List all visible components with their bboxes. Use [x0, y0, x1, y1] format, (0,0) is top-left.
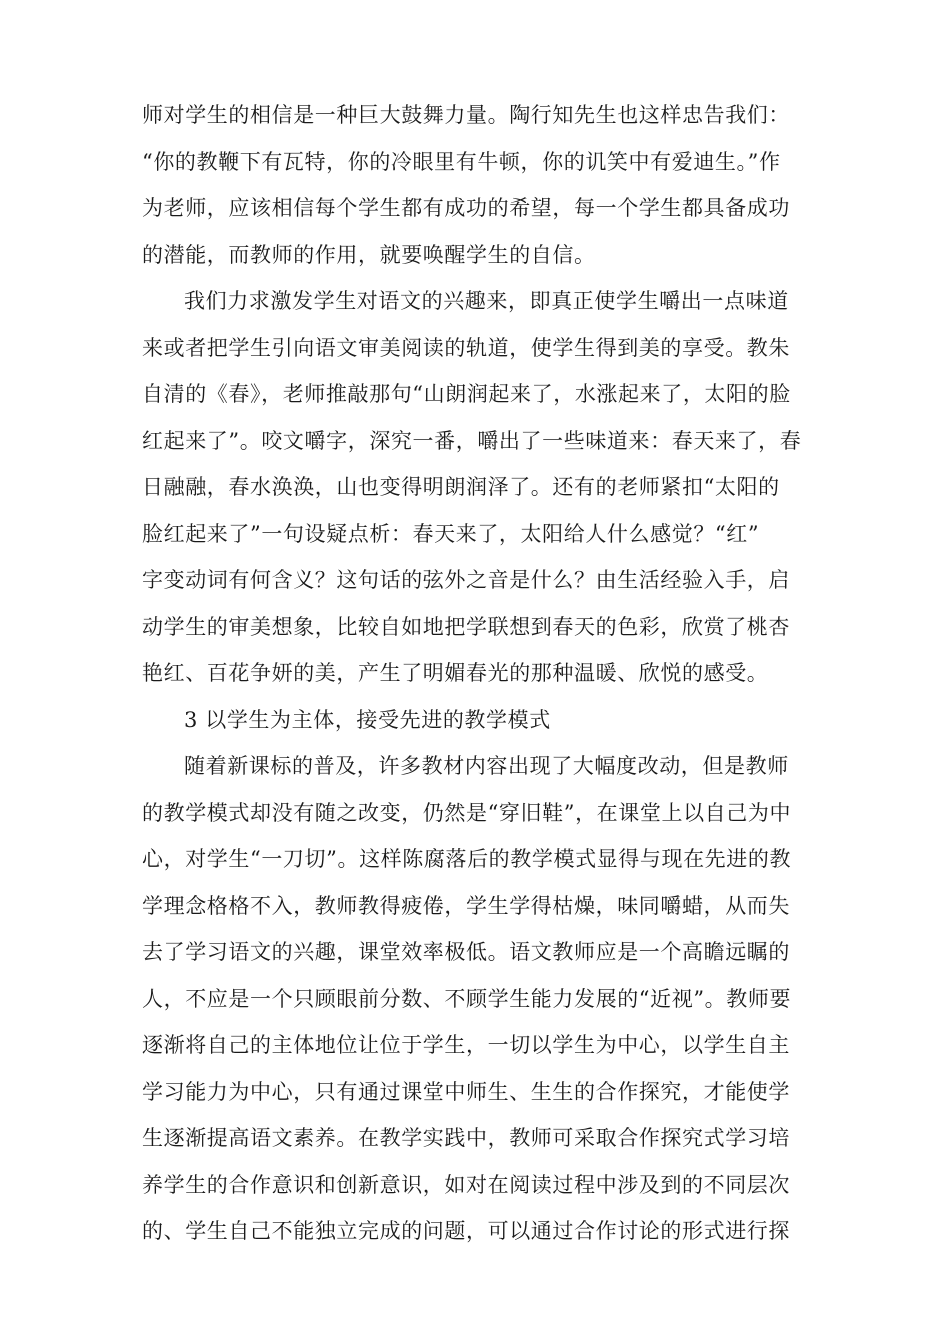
text-line: 来或者把学生引向语文审美阅读的轨道，使学生得到美的享受。教朱 — [142, 335, 790, 360]
text-line: 字变动词有何含义？这句话的弦外之音是什么？由生活经验入手，启 — [142, 568, 790, 592]
text-line: 脸红起来了”一句设疑点析：春天来了，太阳给人什么感觉？“红” — [142, 521, 760, 546]
text-line: 师对学生的相信是一种巨大鼓舞力量。陶行知先生也这样忠告我们： — [142, 103, 790, 127]
text-line: 动学生的审美想象，比较自如地把学联想到春天的色彩，欣赏了桃杏 — [142, 614, 790, 639]
section-heading: 3 以学生为主体，接受先进的教学模式 — [184, 707, 551, 732]
text-line: 人，不应是一个只顾眼前分数、不顾学生能力发展的“近视”。教师要 — [142, 986, 792, 1011]
text-line: 学习能力为中心，只有通过课堂中师生、生生的合作探究，才能使学 — [142, 1079, 790, 1104]
text-line: 生逐渐提高语文素养。在教学实践中，教师可采取合作探究式学习培 — [142, 1126, 790, 1150]
text-line: 去了学习语文的兴趣，课堂效率极低。语文教师应是一个高瞻远瞩的 — [142, 940, 790, 964]
text-line: 养学生的合作意识和创新意识，如对在阅读过程中涉及到的不同层次 — [142, 1172, 790, 1197]
text-line: 艳红、百花争妍的美，产生了明媚春光的那种温暖、欣悦的感受。 — [142, 661, 769, 685]
text-line: 为老师，应该相信每个学生都有成功的希望，每一个学生都具备成功 — [142, 196, 790, 220]
text-line: “你的教鞭下有瓦特，你的冷眼里有牛顿，你的讥笑中有爱迪生。”作 — [142, 149, 781, 174]
text-line: 的、学生自己不能独立完成的问题，可以通过合作讨论的形式进行探 — [142, 1219, 790, 1243]
text-line: 自清的《春》，老师推敲那句“山朗润起来了，水涨起来了，太阳的脸 — [142, 382, 791, 406]
text-line: 的潜能，而教师的作用，就要唤醒学生的自信。 — [142, 242, 596, 267]
text-line: 红起来了”。咬文嚼字，深究一番，嚼出了一些味道来：春天来了，春 — [142, 428, 802, 453]
paragraph-first-line: 我们力求激发学生对语文的兴趣来，即真正使学生嚼出一点味道 — [184, 289, 789, 313]
body-text — [142, 92, 822, 1255]
text-line: 心，对学生“一刀切”。这样陈腐落后的教学模式显得与现在先进的教 — [142, 847, 792, 871]
text-line: 的教学模式却没有随之改变，仍然是“穿旧鞋”，在课堂上以自己为中 — [142, 800, 792, 825]
text-line: 学理念格格不入，教师教得疲倦，学生学得枯燥，味同嚼蜡，从而失 — [142, 893, 790, 918]
text-line: 逐渐将自己的主体地位让位于学生，一切以学生为中心，以学生自主 — [142, 1033, 790, 1057]
paragraph-first-line: 随着新课标的普及，许多教材内容出现了大幅度改动，但是教师 — [184, 754, 789, 778]
text-line: 日融融，春水涣涣，山也变得明朗润泽了。还有的老师紧扣“太阳的 — [142, 475, 780, 499]
